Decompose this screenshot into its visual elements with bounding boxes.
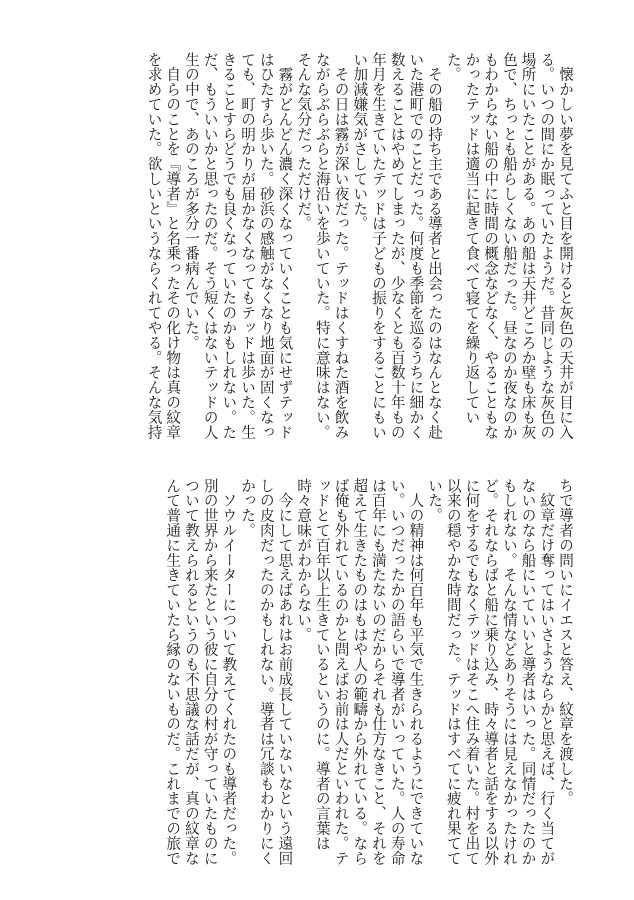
text-block-top (58, 52, 574, 440)
paragraph: 人の精神は何百年も平気で生きられるようにできていない。いつだったかの語らいで導者がいっていた。人の寿命は百年にも満たないのだからそれも仕方なきこと、それを超えて生きたものはもはや人の範疇から外れている。ならば俺も外れているのかと問えばお前は人だといわれた。テッドとて百年以上生きているというのに。導者の言葉は時々意味がわからない。 (295, 478, 425, 866)
paragraph: 霧がどんどん濃く深くなっていくことも気にせずテッドはひたすら歩いた。砂浜の感触がなくなり地面が固くなっても、町の明かりが届かなくなってもテッドは歩いた。生きることすらどうでも良くなっていたのかもしれない。ただ、もういいかと思ったのだ。そう短くはないテッドの人生の中で、あのころが多分一番病んでいた。 (182, 52, 294, 440)
paragraph: 懐かしい夢を見てふと目を開けると灰色の天井が目に入る。いつの間にか眠っていたようだ。昔同じような灰色の場所にいたことがある。あの船は天井どころか壁も床も灰色で、ちっとも船らしくない船だった。昼なのか夜なのかもわからない船の中に時間の概念などなく、やることもなかったテッドは適当に起きて食べて寝てを繰り返していた。 (444, 52, 574, 440)
text-block-bottom (58, 478, 574, 866)
paragraph: 紋章だけ奪ってはいさようならかと思えば、行く当てがないのなら船にいていいと導者はいった。同情だったのかもしれない。そんな情などありそうには見えなかったけれど。それならばと船に乗り込み、時々導者と話をする以外に何をするでもなくテッドはそこへ住み着いた。村を出て以来の穏やかな時間だった。テッドはすべてに疲れ果てていた。 (426, 478, 556, 866)
paragraph: その日は霧が深い夜だった。テッドはくすねた酒を飲みながらぶらぶらと海沿いを歩いていた。特に意味はない。そんな気分だっただけだ。 (295, 52, 350, 440)
paragraph: 自らのことを『導者』と名乗ったその化け物は真の紋章を求めていた。欲しいというならくれてやる。そんな気持 (145, 52, 182, 440)
paragraph: その船の持ち主である導者と出会ったのはなんとなく赴いた港町でのことだった。何度も季節を巡るうちに細かく数えることはやめてしまったが、少なくとも百数十年もの年月を生きていたテッドは子どもの振りをすることにもいい加減嫌気がさしていた。 (351, 52, 444, 440)
paragraph: 今にして思えばあれはお前成長していないなという遠回しの皮肉だったのかもしれない。導者は冗談もわかりにくかった。 (239, 478, 294, 866)
paragraph: ソウルイーターについて教えてくれたのも導者だった。別の世界から来たという彼に自分の村が守っていたものについて教えられるというのも不思議な話だが、真の紋章なんて普通に生きていたら縁のないものだ。これまでの旅で (164, 478, 238, 866)
paragraph: ちで導者の問いにイエスと答え、紋章を渡した。 (557, 478, 574, 806)
